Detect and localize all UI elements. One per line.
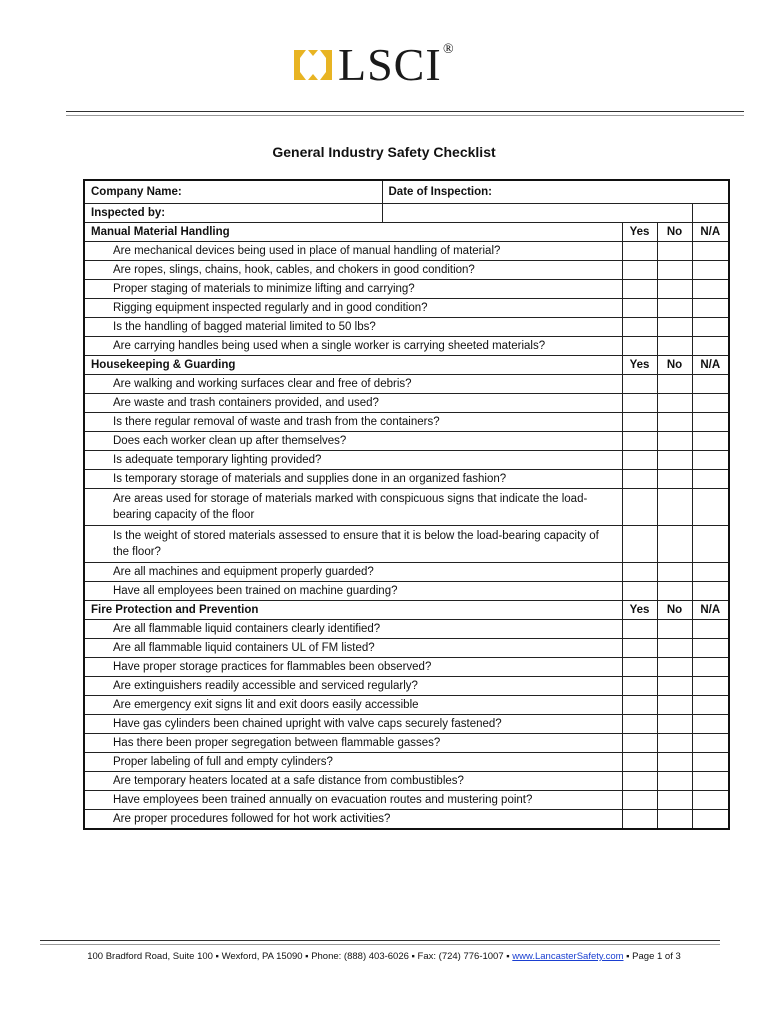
column-header-yes: Yes <box>622 601 657 620</box>
footer-divider-secondary <box>40 944 720 945</box>
column-header-no: No <box>657 601 692 620</box>
yes-checkbox-cell[interactable] <box>622 242 657 261</box>
no-checkbox-cell[interactable] <box>657 299 692 318</box>
yes-checkbox-cell[interactable] <box>622 677 657 696</box>
yes-checkbox-cell[interactable] <box>622 791 657 810</box>
question-text: Have gas cylinders been chained upright with valve caps securely fastened? <box>84 715 622 734</box>
question-text: Are waste and trash containers provided, and used? <box>84 394 622 413</box>
footer <box>0 951 768 962</box>
section-header-row <box>84 223 729 242</box>
na-checkbox-cell[interactable] <box>692 582 729 601</box>
no-checkbox-cell[interactable] <box>657 810 692 830</box>
yes-checkbox-cell[interactable] <box>622 639 657 658</box>
checklist-question-row <box>84 810 729 830</box>
column-header-yes: Yes <box>622 356 657 375</box>
yes-checkbox-cell[interactable] <box>622 394 657 413</box>
checklist-question-row <box>84 753 729 772</box>
no-checkbox-cell[interactable] <box>657 563 692 582</box>
no-checkbox-cell[interactable] <box>657 489 692 526</box>
checklist-question-row <box>84 582 729 601</box>
na-checkbox-cell[interactable] <box>692 242 729 261</box>
na-checkbox-cell[interactable] <box>692 658 729 677</box>
page-title: General Industry Safety Checklist <box>272 144 496 160</box>
yes-checkbox-cell[interactable] <box>622 563 657 582</box>
na-checkbox-cell[interactable] <box>692 810 729 830</box>
no-checkbox-cell[interactable] <box>657 375 692 394</box>
question-text: Are ropes, slings, chains, hook, cables, and chokers in good condition? <box>84 261 622 280</box>
checklist-question-row <box>84 280 729 299</box>
company-logo <box>292 39 454 90</box>
column-header-yes: Yes <box>622 223 657 242</box>
inspected-by-field[interactable] <box>382 204 692 223</box>
column-header-na: N/A <box>692 223 729 242</box>
checklist-question-row <box>84 696 729 715</box>
question-text: Proper labeling of full and empty cylinders? <box>84 753 622 772</box>
no-checkbox-cell[interactable] <box>657 261 692 280</box>
checklist-question-row <box>84 451 729 470</box>
question-text: Is adequate temporary lighting provided? <box>84 451 622 470</box>
no-checkbox-cell[interactable] <box>657 620 692 639</box>
lsci-logo-mark-icon <box>292 44 334 86</box>
checklist-question-row <box>84 526 729 563</box>
no-checkbox-cell[interactable] <box>657 677 692 696</box>
na-checkbox-cell[interactable] <box>692 639 729 658</box>
header-divider <box>66 111 744 112</box>
yes-checkbox-cell[interactable] <box>622 299 657 318</box>
na-checkbox-cell[interactable] <box>692 772 729 791</box>
na-checkbox-cell[interactable] <box>692 261 729 280</box>
checklist-question-row <box>84 772 729 791</box>
na-checkbox-cell[interactable] <box>692 470 729 489</box>
na-checkbox-cell[interactable] <box>692 563 729 582</box>
question-text: Are temporary heaters located at a safe distance from combustibles? <box>84 772 622 791</box>
checklist-question-row <box>84 734 729 753</box>
footer-page-number: ▪ Page 1 of 3 <box>623 951 681 962</box>
yes-checkbox-cell[interactable] <box>622 696 657 715</box>
question-text: Proper staging of materials to minimize lifting and carrying? <box>84 280 622 299</box>
no-checkbox-cell[interactable] <box>657 715 692 734</box>
yes-checkbox-cell[interactable] <box>622 280 657 299</box>
column-header-no: No <box>657 223 692 242</box>
section-title: Manual Material Handling <box>84 223 622 242</box>
na-checkbox-cell[interactable] <box>692 734 729 753</box>
checklist-question-row <box>84 715 729 734</box>
no-checkbox-cell[interactable] <box>657 432 692 451</box>
footer-website-link[interactable]: www.LancasterSafety.com <box>512 951 624 962</box>
section-title: Fire Protection and Prevention <box>84 601 622 620</box>
na-checkbox-cell[interactable] <box>692 677 729 696</box>
question-text: Are all machines and equipment properly guarded? <box>84 563 622 582</box>
no-checkbox-cell[interactable] <box>657 413 692 432</box>
yes-checkbox-cell[interactable] <box>622 582 657 601</box>
footer-address: 100 Bradford Road, Suite 100 ▪ Wexford, PA 15090 ▪ Phone: (888) 403-6026 ▪ Fax: (724) 776-1007 ▪ <box>87 951 513 962</box>
question-text: Are proper procedures followed for hot work activities? <box>84 810 622 830</box>
checklist-question-row <box>84 620 729 639</box>
question-text: Are areas used for storage of materials marked with conspicuous signs that indicate the load-bearing capacity of the floor <box>84 489 622 526</box>
checklist-question-row <box>84 677 729 696</box>
inspected-row <box>84 204 729 223</box>
question-text: Are carrying handles being used when a single worker is carrying sheeted materials? <box>84 337 622 356</box>
na-checkbox-cell[interactable] <box>692 375 729 394</box>
no-checkbox-cell[interactable] <box>657 772 692 791</box>
checklist-question-row <box>84 318 729 337</box>
inspected-by-field-extra[interactable] <box>692 204 729 223</box>
checklist-question-row <box>84 489 729 526</box>
question-text: Has there been proper segregation between flammable gasses? <box>84 734 622 753</box>
question-text: Are walking and working surfaces clear and free of debris? <box>84 375 622 394</box>
no-checkbox-cell[interactable] <box>657 318 692 337</box>
yes-checkbox-cell[interactable] <box>622 337 657 356</box>
na-checkbox-cell[interactable] <box>692 489 729 526</box>
na-checkbox-cell[interactable] <box>692 394 729 413</box>
na-checkbox-cell[interactable] <box>692 791 729 810</box>
logo-text: LSCI <box>338 39 442 90</box>
question-text: Is temporary storage of materials and supplies done in an organized fashion? <box>84 470 622 489</box>
no-checkbox-cell[interactable] <box>657 242 692 261</box>
question-text: Are all flammable liquid containers clearly identified? <box>84 620 622 639</box>
no-checkbox-cell[interactable] <box>657 582 692 601</box>
no-checkbox-cell[interactable] <box>657 394 692 413</box>
yes-checkbox-cell[interactable] <box>622 658 657 677</box>
no-checkbox-cell[interactable] <box>657 658 692 677</box>
section-title: Housekeeping & Guarding <box>84 356 622 375</box>
checklist-question-row <box>84 394 729 413</box>
no-checkbox-cell[interactable] <box>657 639 692 658</box>
na-checkbox-cell[interactable] <box>692 753 729 772</box>
question-text: Is the weight of stored materials assessed to ensure that it is below the load-bearing capacity of the floor? <box>84 526 622 563</box>
yes-checkbox-cell[interactable] <box>622 620 657 639</box>
checklist-question-row <box>84 639 729 658</box>
column-header-na: N/A <box>692 601 729 620</box>
na-checkbox-cell[interactable] <box>692 318 729 337</box>
na-checkbox-cell[interactable] <box>692 696 729 715</box>
company-row <box>84 180 729 204</box>
yes-checkbox-cell[interactable] <box>622 734 657 753</box>
section-header-row <box>84 601 729 620</box>
yes-checkbox-cell[interactable] <box>622 451 657 470</box>
na-checkbox-cell[interactable] <box>692 413 729 432</box>
question-text: Have employees been trained annually on evacuation routes and mustering point? <box>84 791 622 810</box>
yes-checkbox-cell[interactable] <box>622 432 657 451</box>
na-checkbox-cell[interactable] <box>692 432 729 451</box>
section-header-row <box>84 356 729 375</box>
no-checkbox-cell[interactable] <box>657 470 692 489</box>
no-checkbox-cell[interactable] <box>657 337 692 356</box>
na-checkbox-cell[interactable] <box>692 280 729 299</box>
na-checkbox-cell[interactable] <box>692 526 729 563</box>
checklist-question-row <box>84 413 729 432</box>
no-checkbox-cell[interactable] <box>657 696 692 715</box>
column-header-no: No <box>657 356 692 375</box>
question-text: Does each worker clean up after themselves? <box>84 432 622 451</box>
column-header-na: N/A <box>692 356 729 375</box>
na-checkbox-cell[interactable] <box>692 337 729 356</box>
checklist-question-row <box>84 563 729 582</box>
no-checkbox-cell[interactable] <box>657 753 692 772</box>
safety-checklist-table <box>83 179 730 830</box>
yes-checkbox-cell[interactable] <box>622 489 657 526</box>
header-divider-secondary <box>66 115 744 116</box>
company-name-label: Company Name: <box>84 180 382 204</box>
question-text: Are all flammable liquid containers UL of FM listed? <box>84 639 622 658</box>
yes-checkbox-cell[interactable] <box>622 318 657 337</box>
no-checkbox-cell[interactable] <box>657 791 692 810</box>
question-text: Rigging equipment inspected regularly and in good condition? <box>84 299 622 318</box>
registered-mark: ® <box>443 42 454 57</box>
na-checkbox-cell[interactable] <box>692 715 729 734</box>
yes-checkbox-cell[interactable] <box>622 772 657 791</box>
yes-checkbox-cell[interactable] <box>622 470 657 489</box>
checklist-question-row <box>84 299 729 318</box>
na-checkbox-cell[interactable] <box>692 451 729 470</box>
checklist-question-row <box>84 791 729 810</box>
question-text: Is there regular removal of waste and trash from the containers? <box>84 413 622 432</box>
checklist-question-row <box>84 261 729 280</box>
yes-checkbox-cell[interactable] <box>622 261 657 280</box>
yes-checkbox-cell[interactable] <box>622 810 657 830</box>
date-of-inspection-label[interactable]: Date of Inspection: <box>382 180 729 204</box>
checklist-question-row <box>84 658 729 677</box>
checklist-question-row <box>84 242 729 261</box>
checklist-question-row <box>84 337 729 356</box>
question-text: Have all employees been trained on machine guarding? <box>84 582 622 601</box>
no-checkbox-cell[interactable] <box>657 451 692 470</box>
no-checkbox-cell[interactable] <box>657 734 692 753</box>
footer-divider <box>40 940 720 941</box>
question-text: Are emergency exit signs lit and exit doors easily accessible <box>84 696 622 715</box>
na-checkbox-cell[interactable] <box>692 620 729 639</box>
checklist-question-row <box>84 470 729 489</box>
yes-checkbox-cell[interactable] <box>622 375 657 394</box>
checklist-question-row <box>84 432 729 451</box>
question-text: Are extinguishers readily accessible and serviced regularly? <box>84 677 622 696</box>
na-checkbox-cell[interactable] <box>692 299 729 318</box>
no-checkbox-cell[interactable] <box>657 280 692 299</box>
no-checkbox-cell[interactable] <box>657 526 692 563</box>
question-text: Is the handling of bagged material limited to 50 lbs? <box>84 318 622 337</box>
yes-checkbox-cell[interactable] <box>622 526 657 563</box>
checklist-question-row <box>84 375 729 394</box>
yes-checkbox-cell[interactable] <box>622 753 657 772</box>
question-text: Are mechanical devices being used in place of manual handling of material? <box>84 242 622 261</box>
inspected-by-label[interactable]: Inspected by: <box>84 204 382 223</box>
yes-checkbox-cell[interactable] <box>622 413 657 432</box>
yes-checkbox-cell[interactable] <box>622 715 657 734</box>
question-text: Have proper storage practices for flammables been observed? <box>84 658 622 677</box>
